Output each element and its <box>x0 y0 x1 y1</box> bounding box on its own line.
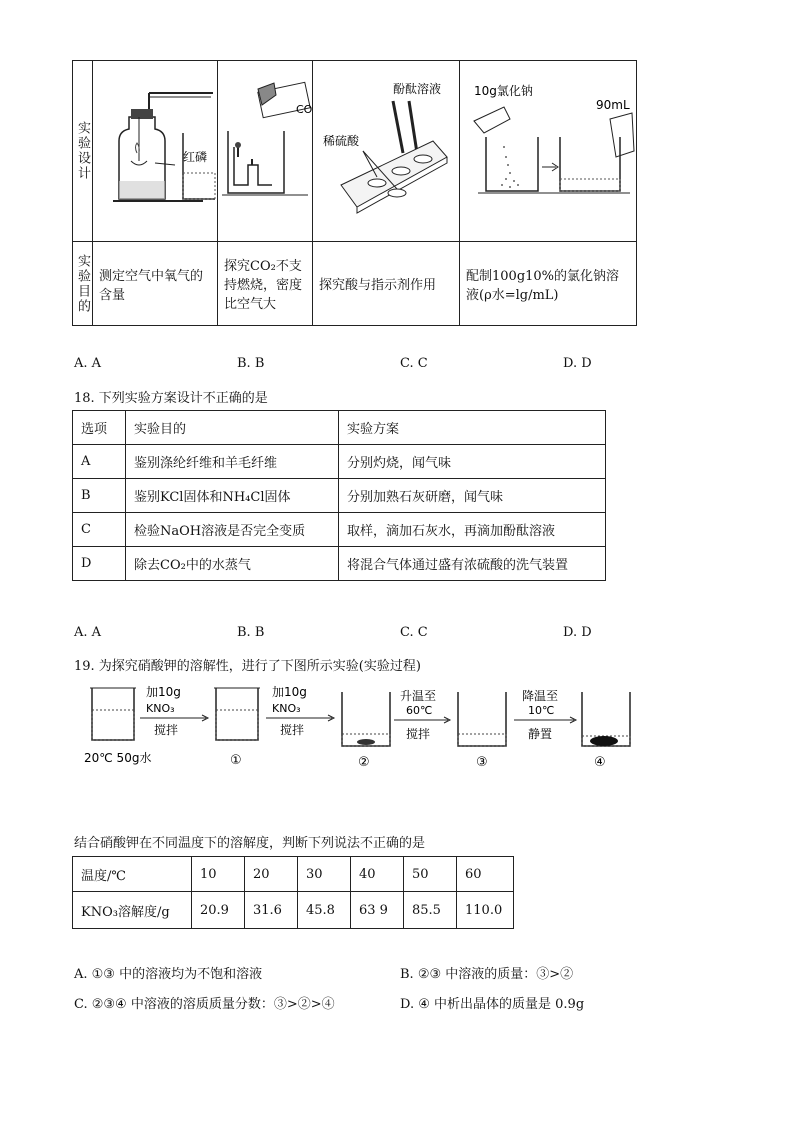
step1-stir-label: 搅拌 <box>154 723 179 737</box>
beaker1-label: ① <box>230 753 242 768</box>
q18-row-c-plan: 取样，滴加石灰水，再滴加酚酞溶液 <box>339 513 606 547</box>
q19-temp-1: 10 <box>192 857 245 892</box>
q17-purpose-b: 探究CO₂不支持燃烧，密度比空气大 <box>218 242 313 326</box>
step3-temp-label: 60℃ <box>406 704 433 717</box>
table-row <box>73 445 606 479</box>
q18-option-c: C. C <box>400 625 428 640</box>
q18-row-b-option: B <box>73 479 126 513</box>
q19-option-c: C. ②③④ 中溶液的溶质质量分数：③>②>④ <box>74 997 335 1012</box>
q19-stem: 19. 为探究硝酸钾的溶解性，进行了下图所示实验(实验过程) <box>74 659 421 674</box>
step1-add-label: 加10g <box>146 685 181 699</box>
q17-purpose-c: 探究酸与指示剂作用 <box>313 242 460 326</box>
q19-process-figure <box>80 682 640 774</box>
q17-purpose-a: 测定空气中氧气的含量 <box>93 242 218 326</box>
q17-fig-b <box>218 61 312 237</box>
q19-sol-3: 45.8 <box>298 892 351 929</box>
step4-rest-label: 静置 <box>528 727 553 741</box>
q18-header-plan: 实验方案 <box>339 411 606 445</box>
q18-row-c-option: C <box>73 513 126 547</box>
q18-header-option: 选项 <box>73 411 126 445</box>
q19-sol-header: KNO₃溶解度/g <box>73 892 192 929</box>
q17-fig-a-cell <box>93 61 218 242</box>
q17-row-header-purpose <box>73 242 93 326</box>
design-label: 实验设计 <box>75 121 90 181</box>
q17-fig-a <box>93 61 217 237</box>
red-phosphorus-label: 红磷 <box>183 150 208 164</box>
q18-row-b-purpose: 鉴别KCl固体和NH₄Cl固体 <box>126 479 339 513</box>
q18-table <box>72 410 606 581</box>
q18-row-a-purpose: 鉴别涤纶纤维和羊毛纤维 <box>126 445 339 479</box>
q17-option-d: D. D <box>563 356 592 371</box>
q19-intro: 结合硝酸钾在不同温度下的溶解度，判断下列说法不正确的是 <box>74 836 426 851</box>
q19-temp-header: 温度/℃ <box>73 857 192 892</box>
q18-row-d-plan: 将混合气体通过盛有浓硫酸的洗气装置 <box>339 547 606 581</box>
table-row <box>73 547 606 581</box>
step4-cool-label: 降温至 <box>522 689 559 703</box>
q18-option-d: D. D <box>563 625 592 640</box>
q19-temp-3: 30 <box>298 857 351 892</box>
q18-stem: 18. 下列实验方案设计不正确的是 <box>74 391 268 406</box>
co2-label: CO <box>296 103 312 116</box>
table-row <box>73 513 606 547</box>
q19-solubility-table <box>72 856 514 929</box>
q18-header-purpose: 实验目的 <box>126 411 339 445</box>
q18-row-d-option: D <box>73 547 126 581</box>
q18-row-a-plan: 分别灼烧，闻气味 <box>339 445 606 479</box>
q18-row-a-option: A <box>73 445 126 479</box>
q19-sol-2: 31.6 <box>245 892 298 929</box>
start-condition-label: 20℃ 50g水 <box>84 751 152 765</box>
phenolphthalein-label: 酚酞溶液 <box>393 82 442 96</box>
table-row <box>73 479 606 513</box>
q19-sol-5: 85.5 <box>404 892 457 929</box>
q17-fig-d-cell <box>460 61 637 242</box>
q18-option-a: A. A <box>74 625 102 640</box>
q19-temp-6: 60 <box>457 857 514 892</box>
q19-option-b: B. ②③ 中溶液的质量：③>② <box>400 967 574 982</box>
step2-stir-label: 搅拌 <box>280 723 305 737</box>
q18-row-c-purpose: 检验NaOH溶液是否完全变质 <box>126 513 339 547</box>
q19-sol-4: 63 9 <box>351 892 404 929</box>
step2-add-label: 加10g <box>272 685 307 699</box>
q17-purpose-d: 配制100g10%的氯化钠溶液(ρ水=lg/mL) <box>460 242 637 326</box>
q17-option-c: C. C <box>400 356 428 371</box>
q19-option-d: D. ④ 中析出晶体的质量是 0.9g <box>400 997 585 1012</box>
step1-substance-label: KNO₃ <box>146 702 175 715</box>
q17-table <box>72 60 637 326</box>
step3-heat-label: 升温至 <box>400 689 437 703</box>
q19-sol-6: 110.0 <box>457 892 514 929</box>
step3-stir-label: 搅拌 <box>406 727 431 741</box>
beaker3-label: ③ <box>476 755 488 770</box>
q19-temp-5: 50 <box>404 857 457 892</box>
water-volume-label: 90mL <box>596 98 630 112</box>
q18-row-d-purpose: 除去CO₂中的水蒸气 <box>126 547 339 581</box>
q19-option-a: A. ①③ 中的溶液均为不饱和溶液 <box>74 967 263 982</box>
q17-row-header-design <box>73 61 93 242</box>
q17-fig-c-cell <box>313 61 460 242</box>
q18-option-b: B. B <box>237 625 265 640</box>
dilute-acid-label: 稀硫酸 <box>323 134 360 148</box>
q19-temp-4: 40 <box>351 857 404 892</box>
q19-temp-2: 20 <box>245 857 298 892</box>
step4-temp-label: 10℃ <box>528 704 555 717</box>
q17-option-b: B. B <box>237 356 265 371</box>
q17-option-a: A. A <box>74 356 102 371</box>
q17-fig-c <box>313 61 459 237</box>
q17-fig-b-cell <box>218 61 313 242</box>
purpose-label: 实验目的 <box>75 253 90 314</box>
nacl-label: 10g氯化钠 <box>474 84 533 98</box>
beaker4-label: ④ <box>594 755 606 770</box>
step2-substance-label: KNO₃ <box>272 702 301 715</box>
q17-fig-d <box>460 61 636 237</box>
q19-sol-1: 20.9 <box>192 892 245 929</box>
q18-row-b-plan: 分别加熟石灰研磨，闻气味 <box>339 479 606 513</box>
beaker2-label: ② <box>358 755 370 770</box>
